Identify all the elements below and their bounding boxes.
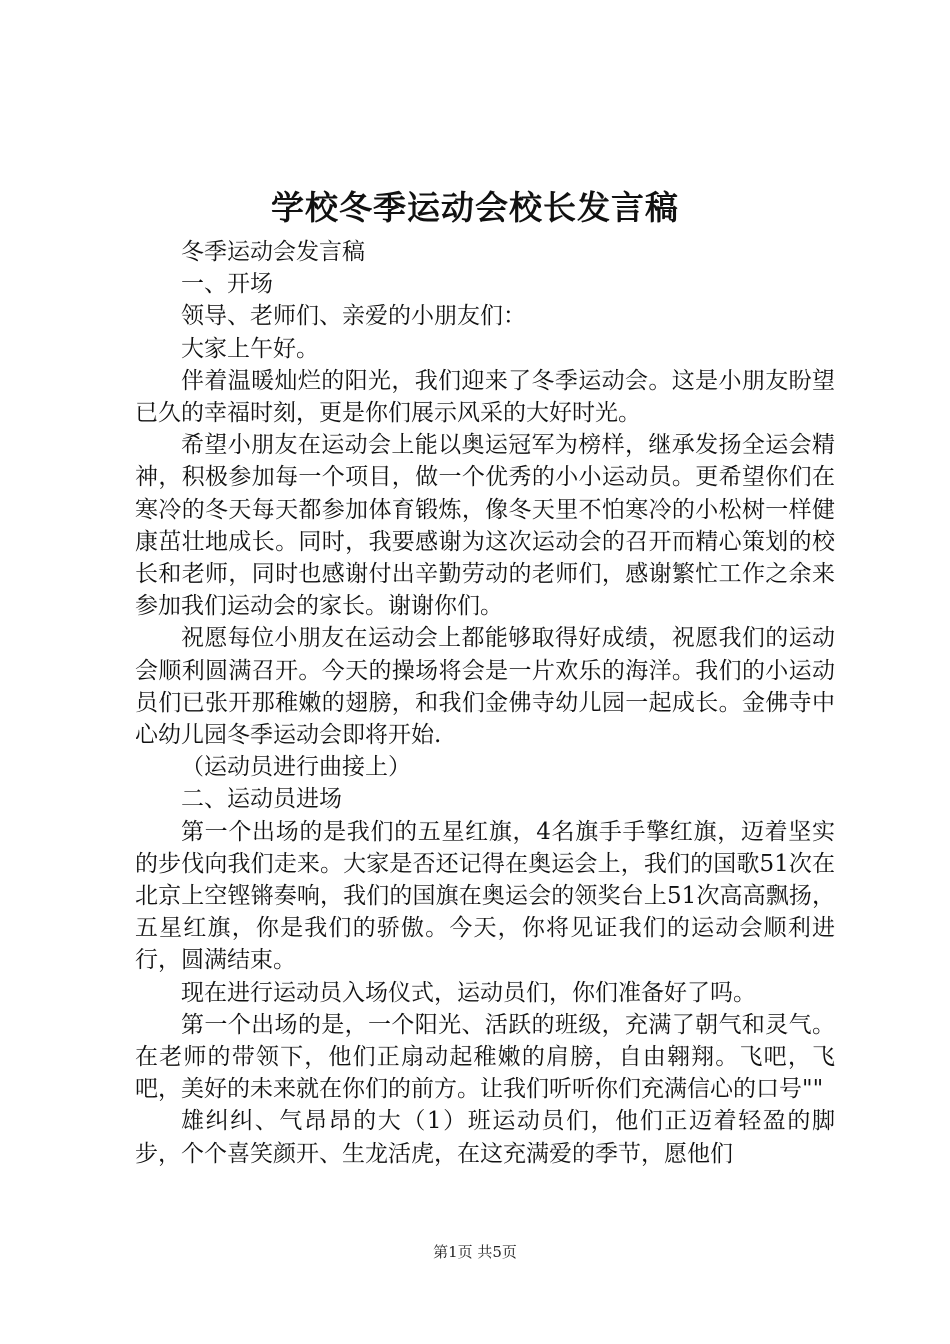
document-title: 学校冬季运动会校长发言稿	[271, 188, 679, 227]
page-number-footer: 第1页 共5页	[433, 1243, 517, 1261]
document-body	[135, 236, 835, 1170]
paragraph: 祝愿每位小朋友在运动会上都能够取得好成绩，祝愿我们的运动会顺利圆满召开。今天的操场将会是一片欢乐的海洋。我们的小运动员们已张开那稚嫩的翅膀，和我们金佛寺幼儿园一起成长。金佛寺中心幼儿园冬季运动会即将开始.	[135, 625, 835, 749]
paragraph: 第一个出场的是，一个阳光、活跃的班级，充满了朝气和灵气。在老师的带领下，他们正扇动起稚嫩的肩膀，自由翱翔。飞吧，飞吧，美好的未来就在你们的前方。让我们听听你们充满信心的口号""	[135, 1011, 835, 1103]
section-heading: 一、开场	[181, 271, 273, 298]
paragraph: 现在进行运动员入场仪式，运动员们，你们准备好了吗。	[181, 979, 756, 1006]
paragraph: 第一个出场的是我们的五星红旗，4名旗手手擎红旗，迈着坚实的步伐向我们走来。大家是否还记得在奥运会上，我们的国歌51次在北京上空铿锵奏响，我们的国旗在奥运会的领奖台上51次高高飘扬，五星红旗，你是我们的骄傲。今天，你将见证我们的运动会顺利进行，圆满结束。	[135, 818, 835, 974]
section-heading: 二、运动员进场	[181, 786, 342, 813]
paragraph: 领导、老师们、亲爱的小朋友们：	[181, 303, 526, 330]
paragraph: 大家上午好。	[181, 335, 319, 362]
paragraph: 雄纠纠、气昂昂的大（1）班运动员们，他们正迈着轻盈的脚步，个个喜笑颜开、生龙活虎，在这充满爱的季节，愿他们	[135, 1108, 835, 1167]
paragraph: 伴着温暖灿烂的阳光，我们迎来了冬季运动会。这是小朋友盼望已久的幸福时刻，更是你们展示风采的大好时光。	[135, 367, 835, 427]
paragraph: 冬季运动会发言稿	[181, 239, 365, 265]
paragraph: （运动员进行曲接上）	[181, 754, 411, 781]
paragraph: 希望小朋友在运动会上能以奥运冠军为榜样，继承发扬全运会精神，积极参加每一个项目，做一个优秀的小小运动员。更希望你们在寒冷的冬天每天都参加体育锻炼，像冬天里不怕寒冷的小松树一样健康茁壮地成长。同时，我要感谢为这次运动会的召开而精心策划的校长和老师，同时也感谢付出辛勤劳动的老师们，感谢繁忙工作之余来参加我们运动会的家长。谢谢你们。	[135, 432, 835, 620]
